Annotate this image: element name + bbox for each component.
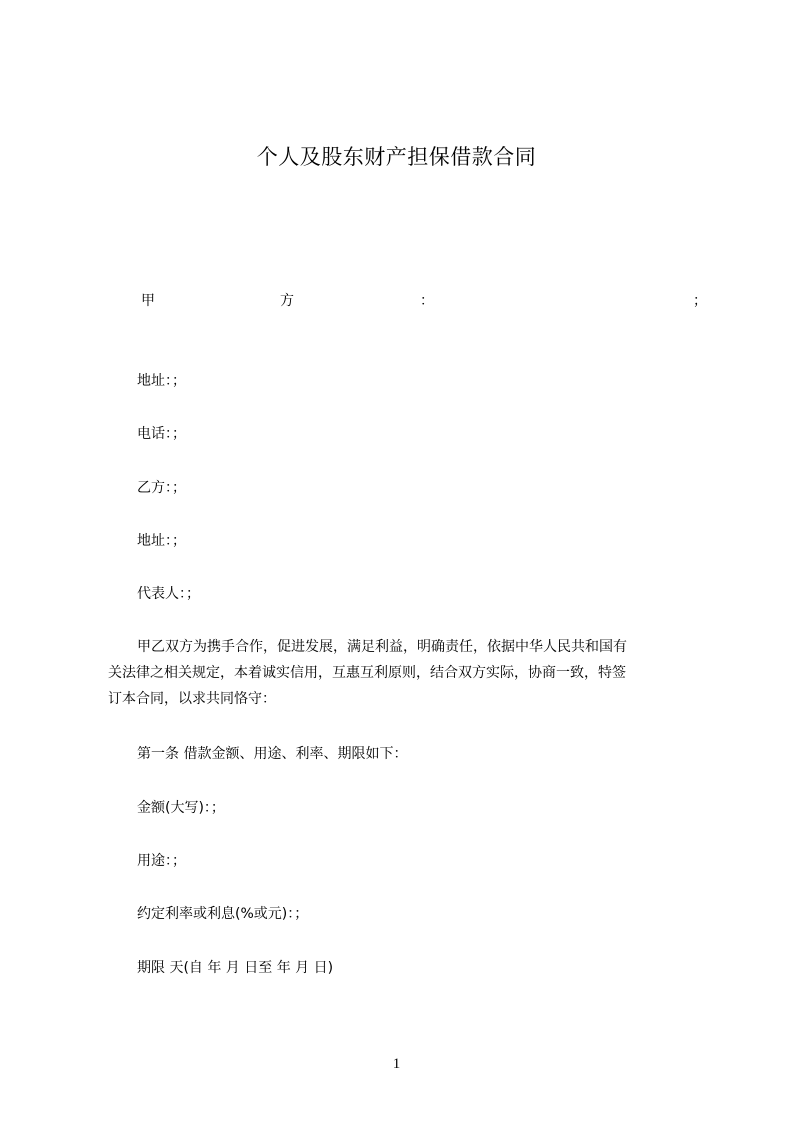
loan-amount-line: 金额(大写)：； xyxy=(137,800,225,816)
loan-purpose-line: 用途：； xyxy=(137,853,186,869)
party-a-line xyxy=(137,292,707,310)
party-a-colon: ： xyxy=(420,293,434,309)
intro-line-1: 甲乙双方为携手合作，促进发展，满足利益，明确责任，依据中华人民共和国有 xyxy=(137,639,627,655)
party-a-char-2: 方 xyxy=(280,293,294,309)
party-b-address: 地址：； xyxy=(137,533,186,549)
party-b-line: 乙方：； xyxy=(137,480,186,496)
intro-paragraph xyxy=(108,634,708,712)
representative-line: 代表人：； xyxy=(137,586,200,602)
page-number: 1 xyxy=(392,1056,401,1072)
party-a-phone: 电话：； xyxy=(137,426,186,442)
party-a-char-1: 甲 xyxy=(141,293,155,309)
document-title: 个人及股东财产担保借款合同 xyxy=(256,145,537,169)
intro-line-3: 订本合同，以求共同恪守： xyxy=(108,691,276,707)
loan-term-line: 期限 天(自 年 月 日至 年 月 日) xyxy=(137,960,334,976)
party-a-end: ； xyxy=(693,293,707,309)
intro-line-2: 关法律之相关规定，本着诚实信用，互惠互利原则，结合双方实际，协商一致，特签 xyxy=(108,665,626,681)
party-a-address: 地址：； xyxy=(137,373,186,389)
article-1-heading: 第一条 借款金额、用途、利率、期限如下： xyxy=(137,746,408,762)
interest-rate-line: 约定利率或利息(%或元)：； xyxy=(137,906,309,922)
